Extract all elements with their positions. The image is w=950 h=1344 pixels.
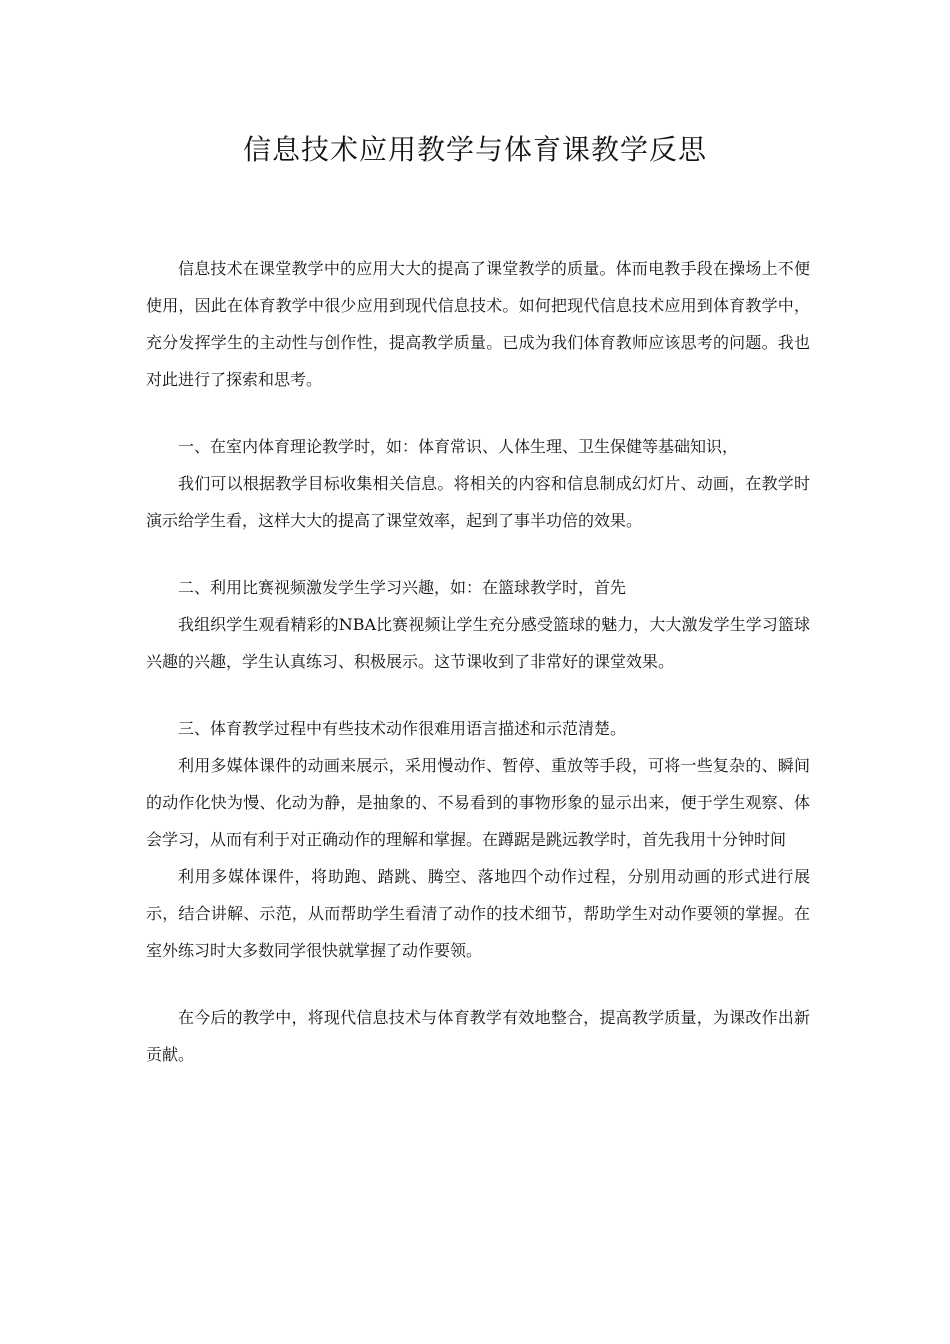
paragraph-section-1-heading: 一、在室内体育理论教学时，如：体育常识、人体生理、卫生保健等基础知识， — [178, 437, 739, 456]
paragraph-gap — [146, 680, 810, 710]
paragraph-section-3-body: 利用多媒体课件的动画来展示，采用慢动作、暂停、重放等手段，可将一些复杂的、瞬间的动作化快为慢、化动为静，是抽象的、不易看到的事物形象的显示出来，便于学生观察、体会学习，从而有利于对正确动作的理解和掌握。在蹲踞是跳远教学时，首先我用十分钟时间 — [146, 756, 810, 849]
document-body — [146, 250, 810, 1073]
paragraph-gap — [146, 969, 810, 999]
paragraph-gap — [146, 539, 810, 569]
paragraph-conclusion: 在今后的教学中，将现代信息技术与体育教学有效地整合，提高教学质量，为课改作出新贡献。 — [146, 1008, 810, 1064]
paragraph-section-3-heading: 三、体育教学过程中有些技术动作很难用语言描述和示范清楚。 — [178, 719, 627, 738]
paragraph-intro: 信息技术在课堂教学中的应用大大的提高了课堂教学的质量。体而电教手段在操场上不便使用，因此在体育教学中很少应用到现代信息技术。如何把现代信息技术应用到体育教学中，充分发挥学生的主动性与创作性，提高教学质量。已成为我们体育教师应该思考的问题。我也对此进行了探索和思考。 — [146, 259, 810, 389]
paragraph-section-3-body-continued: 利用多媒体课件，将助跑、踏跳、腾空、落地四个动作过程，分别用动画的形式进行展示，结合讲解、示范，从而帮助学生看清了动作的技术细节，帮助学生对动作要领的掌握。在室外练习时大多数同学很快就掌握了动作要领。 — [146, 867, 810, 960]
paragraph-section-1-body: 我们可以根据教学目标收集相关信息。将相关的内容和信息制成幻灯片、动画，在教学时演示给学生看，这样大大的提高了课堂效率，起到了事半功倍的效果。 — [146, 474, 810, 530]
paragraph-gap — [146, 398, 810, 428]
document-title: 信息技术应用教学与体育课教学反思 — [242, 133, 707, 166]
paragraph-section-2-heading: 二、利用比赛视频激发学生学习兴趣，如：在篮球教学时，首先 — [178, 578, 627, 597]
paragraph-section-2-body: 我组织学生观看精彩的NBA比赛视频让学生充分感受篮球的魅力，大大激发学生学习篮球兴趣的兴趣，学生认真练习、积极展示。这节课收到了非常好的课堂效果。 — [146, 615, 810, 671]
